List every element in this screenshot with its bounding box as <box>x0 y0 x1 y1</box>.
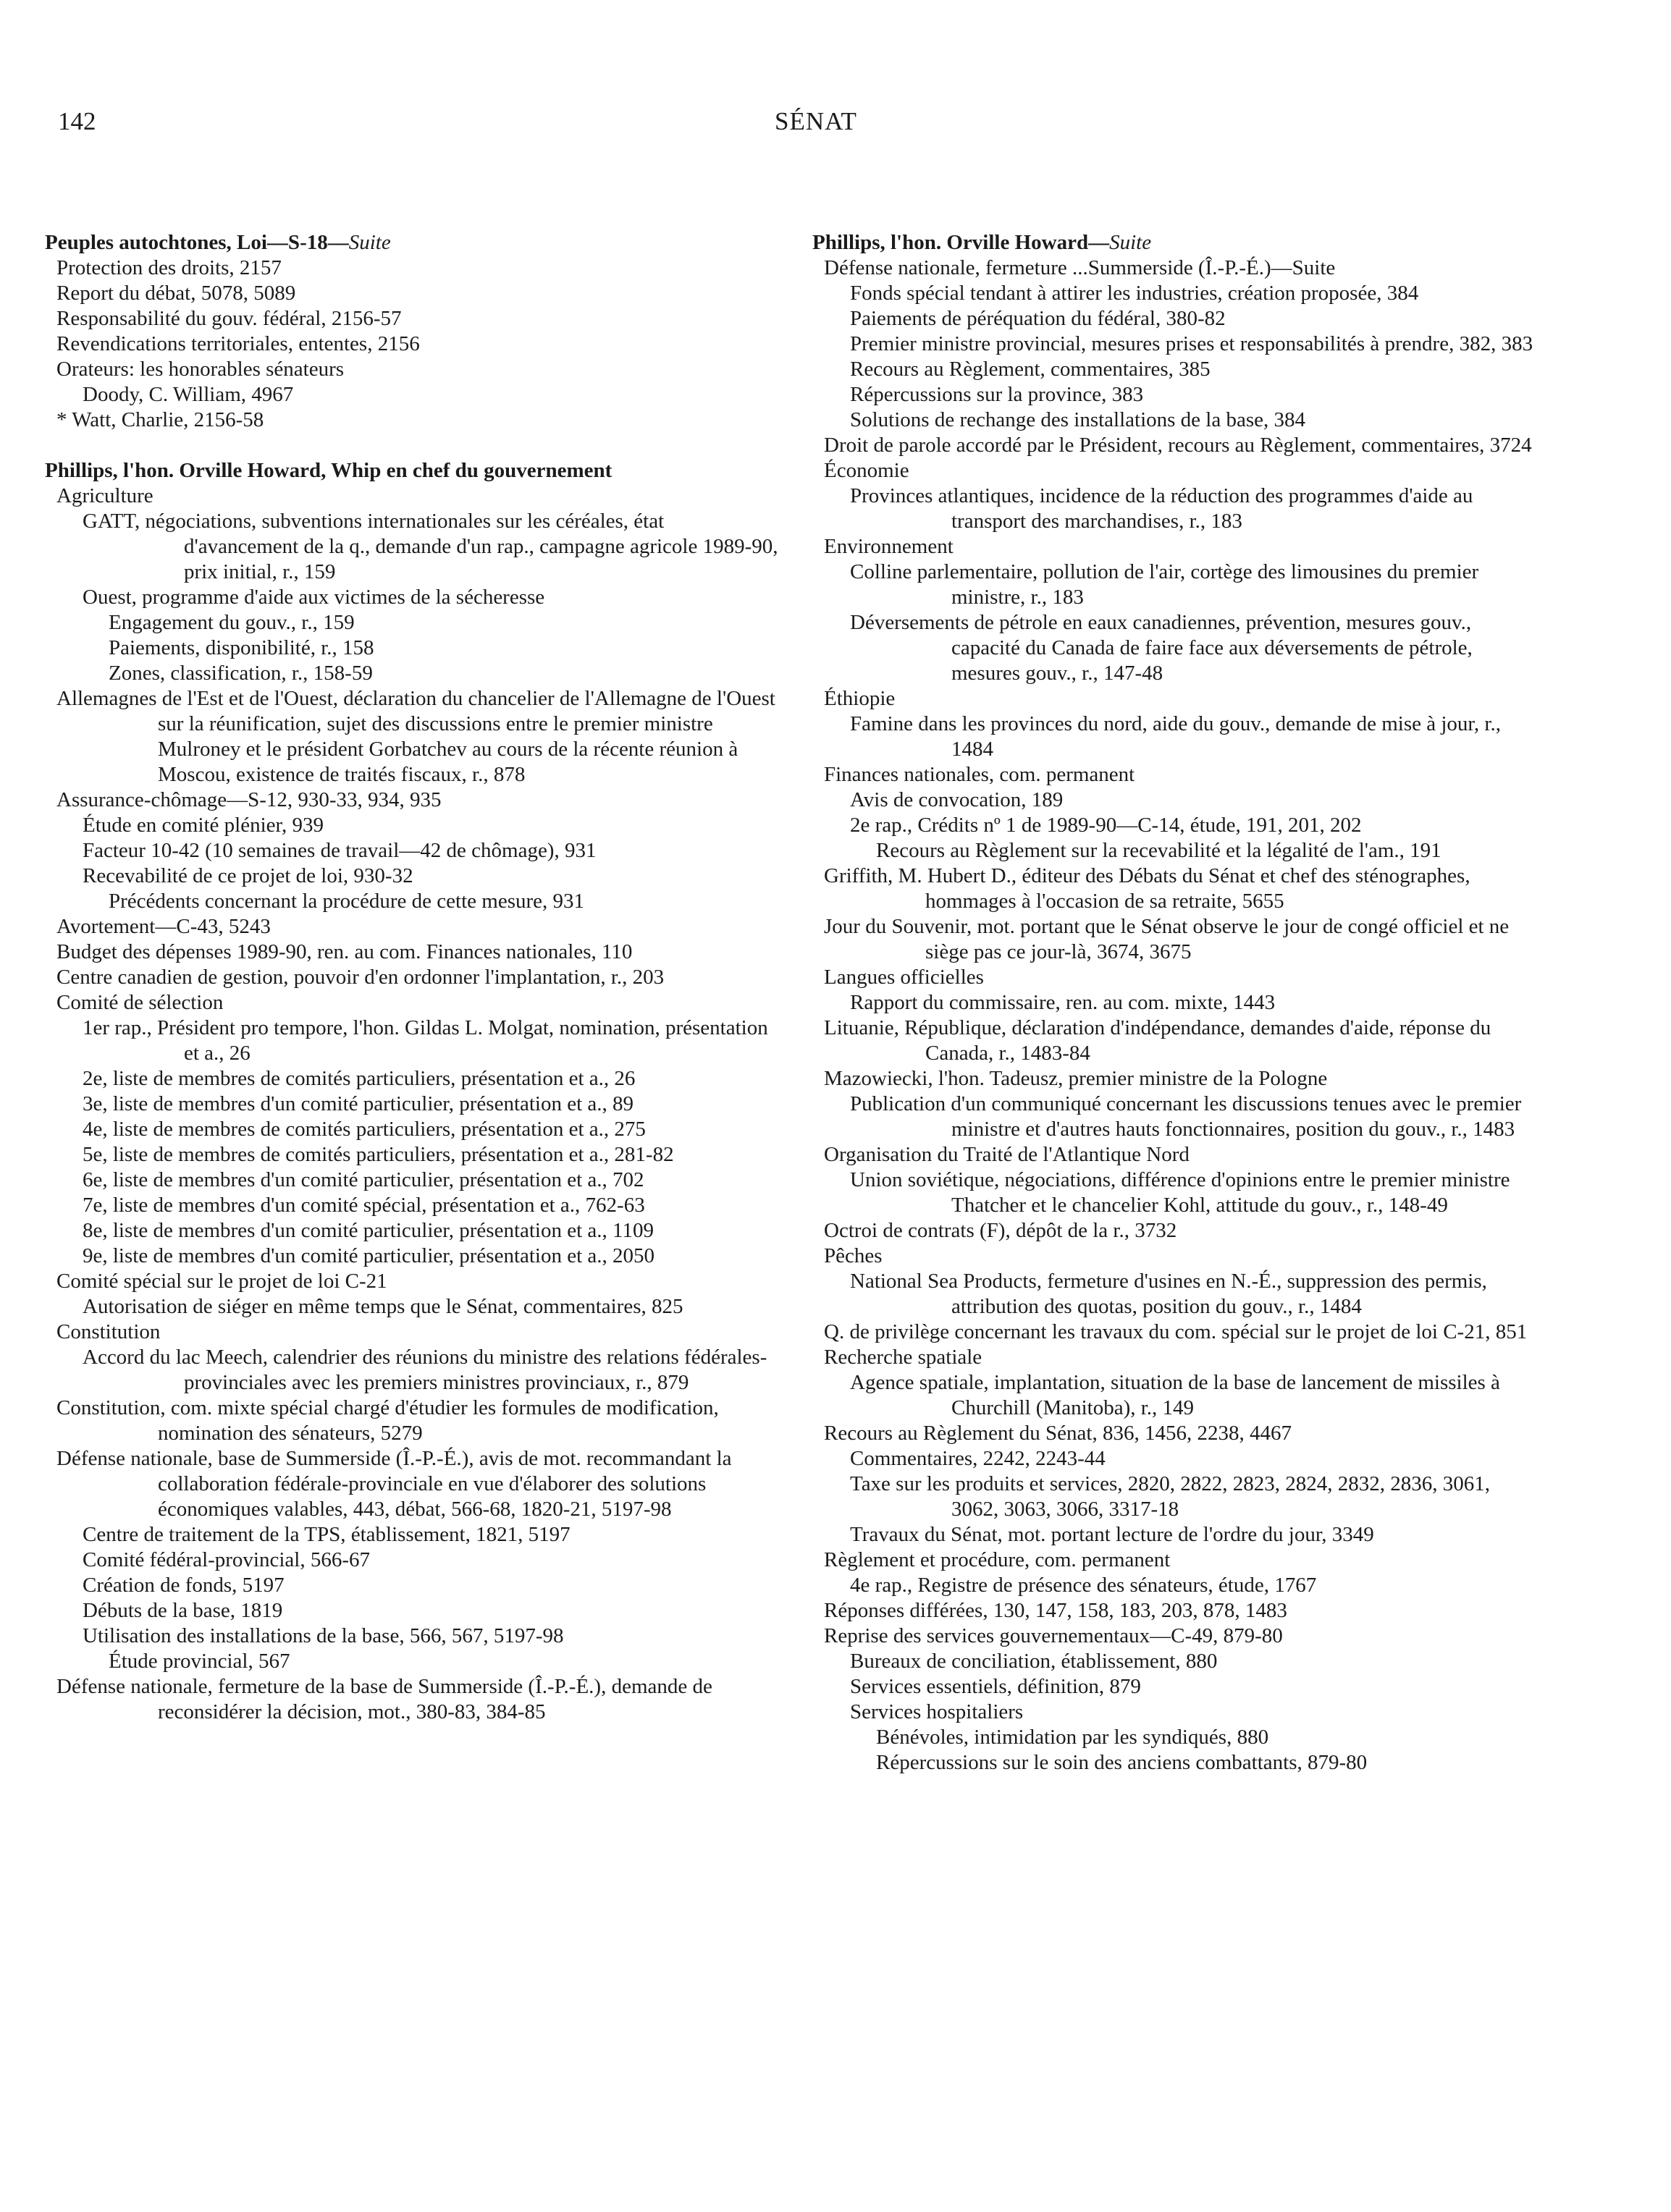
index-entry: Orateurs: les honorables sénateurs <box>56 358 345 381</box>
index-entry: Ouest, programme d'aide aux victimes de la sécheresse <box>83 586 545 609</box>
index-entry: Centre de traitement de la TPS, établissement, 1821, 5197 <box>83 1523 571 1546</box>
index-entry: Union soviétique, négociations, différence d'opinions entre le premier ministre Thatcher et le chancelier Kohl, attitude du gouv., r., 148-49 <box>850 1168 1510 1217</box>
index-entry: Défense nationale, fermeture de la base de Summerside (Î.-P.-É.), demande de reconsidérer la décision, mot., 380-83, 384-85 <box>56 1675 712 1723</box>
index-entry: 7e, liste de membres d'un comité spécial, présentation et a., 762-63 <box>83 1194 645 1217</box>
index-entry: Comité spécial sur le projet de loi C-21 <box>56 1270 387 1293</box>
index-entry: Défense nationale, base de Summerside (Î.-P.-É.), avis de mot. recommandant la collaboration fédérale-provinciale en vue d'élaborer des solutions économiques valables, 443, débat, 566-68, 1820-21, 5197-98 <box>56 1447 732 1521</box>
index-entry: Solutions de rechange des installations de la base, 384 <box>850 408 1305 431</box>
index-entry: Publication d'un communiqué concernant les discussions tenues avec le premier ministre et d'autres hauts fonctionnaires, position du gouv., r., 1483 <box>850 1092 1522 1141</box>
index-entry: Octroi de contrats (F), dépôt de la r., 3732 <box>824 1219 1177 1242</box>
index-entry: Engagement du gouv., r., 159 <box>109 611 355 634</box>
index-heading-suite: Suite <box>348 231 391 254</box>
index-entry: 4e, liste de membres de comités particuliers, présentation et a., 275 <box>83 1118 646 1141</box>
index-entry: Protection des droits, 2157 <box>56 256 282 279</box>
index-entry: Réponses différées, 130, 147, 158, 183, 203, 878, 1483 <box>824 1599 1287 1622</box>
index-entry: Débuts de la base, 1819 <box>83 1599 283 1622</box>
index-entry: Recevabilité de ce projet de loi, 930-32 <box>83 864 413 887</box>
index-entry: Finances nationales, com. permanent <box>824 763 1135 786</box>
index-entry: 5e, liste de membres de comités particuliers, présentation et a., 281-82 <box>83 1143 674 1166</box>
index-entry: Recours au Règlement sur la recevabilité et la légalité de l'am., 191 <box>876 839 1441 862</box>
index-entry: Fonds spécial tendant à attirer les industries, création proposée, 384 <box>850 282 1419 305</box>
index-entry: Déversements de pétrole en eaux canadiennes, prévention, mesures gouv., capacité du Canada de faire face aux déversements de pétrole, mesures gouv., r., 147-48 <box>850 611 1473 685</box>
index-entry: 8e, liste de membres d'un comité particulier, présentation et a., 1109 <box>83 1219 654 1242</box>
index-entry: 2e, liste de membres de comités particuliers, présentation et a., 26 <box>83 1067 636 1090</box>
index-entry: Jour du Souvenir, mot. portant que le Sénat observe le jour de congé officiel et ne siège pas ce jour-là, 3674, 3675 <box>824 915 1510 963</box>
index-entry: * Watt, Charlie, 2156-58 <box>56 408 264 431</box>
index-entry: Q. de privilège concernant les travaux du com. spécial sur le projet de loi C-21, 851 <box>824 1320 1528 1343</box>
index-entry: Constitution <box>56 1320 161 1343</box>
index-entry: Répercussions sur le soin des anciens combattants, 879-80 <box>876 1751 1368 1774</box>
index-entry: Éthiopie <box>824 687 896 710</box>
index-entry: Bénévoles, intimidation par les syndiqués, 880 <box>876 1726 1269 1749</box>
index-entry: Revendications territoriales, ententes, 2156 <box>56 332 420 355</box>
index-entry: Précédents concernant la procédure de cette mesure, 931 <box>109 890 585 913</box>
index-entry: Mazowiecki, l'hon. Tadeusz, premier ministre de la Pologne <box>824 1067 1328 1090</box>
index-entry: Famine dans les provinces du nord, aide du gouv., demande de mise à jour, r., 1484 <box>850 712 1501 761</box>
index-entry: 1er rap., Président pro tempore, l'hon. Gildas L. Molgat, nomination, présentation et a., 26 <box>83 1016 768 1065</box>
index-entry: Utilisation des installations de la base, 566, 567, 5197-98 <box>83 1624 564 1647</box>
index-entry: 2e rap., Crédits nº 1 de 1989-90—C-14, étude, 191, 201, 202 <box>850 814 1362 837</box>
index-entry: Premier ministre provincial, mesures prises et responsabilités à prendre, 382, 383 <box>850 332 1533 355</box>
index-entry: Agriculture <box>56 484 153 507</box>
index-entry: Accord du lac Meech, calendrier des réunions du ministre des relations fédérales-provinciales avec les premiers ministres provinciaux, r., 879 <box>83 1346 767 1394</box>
index-entry: Étude provincial, 567 <box>109 1650 290 1673</box>
index-entry: Recours au Règlement, commentaires, 385 <box>850 358 1211 381</box>
index-entry: Répercussions sur la province, 383 <box>850 383 1144 406</box>
index-entry: Langues officielles <box>824 966 984 989</box>
index-entry: Taxe sur les produits et services, 2820, 2822, 2823, 2824, 2832, 2836, 3061, 3062, 3063, 3066, 3317-18 <box>850 1472 1490 1521</box>
index-entry: Lituanie, République, déclaration d'indépendance, demandes d'aide, réponse du Canada, r., 1483-84 <box>824 1016 1491 1065</box>
index-entry: 4e rap., Registre de présence des sénateurs, étude, 1767 <box>850 1574 1317 1597</box>
index-entry: Services hospitaliers <box>850 1700 1024 1723</box>
index-entry: Économie <box>824 459 909 482</box>
index-block <box>45 230 779 433</box>
index-entry: Comité de sélection <box>56 991 224 1014</box>
index-entry: Doody, C. William, 4967 <box>83 383 294 406</box>
index-entry: Création de fonds, 5197 <box>83 1574 285 1597</box>
index-entry: Griffith, M. Hubert D., éditeur des Débats du Sénat et chef des sténographes, hommages à l'occasion de sa retraite, 5655 <box>824 864 1470 913</box>
index-entry: Report du débat, 5078, 5089 <box>56 282 296 305</box>
index-entry: Colline parlementaire, pollution de l'air, cortège des limousines du premier ministre, r., 183 <box>850 560 1479 609</box>
index-entry: Recherche spatiale <box>824 1346 982 1369</box>
index-block <box>812 230 1541 1776</box>
index-entry: Services essentiels, définition, 879 <box>850 1675 1141 1698</box>
index-entry: Organisation du Traité de l'Atlantique Nord <box>824 1143 1190 1166</box>
index-heading-suite: Suite <box>1109 231 1152 254</box>
index-column-left <box>45 230 779 1750</box>
index-entry: Pêches <box>824 1244 883 1267</box>
index-entry: Recours au Règlement du Sénat, 836, 1456, 2238, 4467 <box>824 1422 1292 1445</box>
index-entry: Règlement et procédure, com. permanent <box>824 1548 1171 1571</box>
index-entry: Zones, classification, r., 158-59 <box>109 662 373 685</box>
index-entry: Agence spatiale, implantation, situation de la base de lancement de missiles à Churchill (Manitoba), r., 149 <box>850 1371 1500 1419</box>
index-entry: 6e, liste de membres d'un comité particulier, présentation et a., 702 <box>83 1168 644 1191</box>
index-heading-text: Phillips, l'hon. Orville Howard, Whip en chef du gouvernement <box>45 459 613 482</box>
index-entry: Constitution, com. mixte spécial chargé d'étudier les formules de modification, nomination des sénateurs, 5279 <box>56 1396 719 1445</box>
index-entry: National Sea Products, fermeture d'usines en N.-É., suppression des permis, attribution des quotas, position du gouv., r., 1484 <box>850 1270 1487 1318</box>
index-entry: Facteur 10-42 (10 semaines de travail—42 de chômage), 931 <box>83 839 597 862</box>
index-entry: 3e, liste de membres d'un comité particulier, présentation et a., 89 <box>83 1092 634 1115</box>
index-entry: GATT, négociations, subventions internationales sur les céréales, état d'avancement de la q., demande d'un rap., campagne agricole 1989-90, prix initial, r., 159 <box>83 510 778 583</box>
index-entry: Commentaires, 2242, 2243-44 <box>850 1447 1106 1470</box>
index-entry: Paiements, disponibilité, r., 158 <box>109 636 374 659</box>
index-heading-text: Peuples autochtones, Loi—S-18— <box>45 231 349 254</box>
index-entry: Paiements de péréquation du fédéral, 380-82 <box>850 307 1226 330</box>
index-entry: Avortement—C-43, 5243 <box>56 915 271 938</box>
index-entry: Centre canadien de gestion, pouvoir d'en ordonner l'implantation, r., 203 <box>56 966 665 989</box>
index-entry: Responsabilité du gouv. fédéral, 2156-57 <box>56 307 402 330</box>
index-entry: Assurance-chômage—S-12, 930-33, 934, 935 <box>56 788 442 811</box>
page-number: 142 <box>58 107 96 135</box>
index-entry: Allemagnes de l'Est et de l'Ouest, déclaration du chancelier de l'Allemagne de l'Ouest sur la réunification, sujet des discussions entre le premier ministre Mulroney et le président Gorbatchev au cours de la récente réunion à Moscou, existence de traités fiscaux, r., 878 <box>56 687 775 786</box>
index-heading <box>45 458 779 484</box>
index-entry: Autorisation de siéger en même temps que le Sénat, commentaires, 825 <box>83 1295 683 1318</box>
index-entry: Avis de convocation, 189 <box>850 788 1064 811</box>
index-heading-text: Phillips, l'hon. Orville Howard— <box>812 231 1110 254</box>
index-entry: Droit de parole accordé par le Président, recours au Règlement, commentaires, 3724 <box>824 434 1532 457</box>
index-entry: Rapport du commissaire, ren. au com. mixte, 1443 <box>850 991 1276 1014</box>
index-entry: Défense nationale, fermeture ...Summerside (Î.-P.-É.)—Suite <box>824 256 1336 279</box>
index-entry: 9e, liste de membres d'un comité particulier, présentation et a., 2050 <box>83 1244 655 1267</box>
index-heading <box>812 230 1541 256</box>
index-entry: Bureaux de conciliation, établissement, 880 <box>850 1650 1218 1673</box>
index-entry: Étude en comité plénier, 939 <box>83 814 324 837</box>
running-title: SÉNAT <box>775 107 857 135</box>
index-entry: Environnement <box>824 535 954 558</box>
index-block <box>45 458 779 1725</box>
index-heading <box>45 230 779 256</box>
index-column-right <box>812 230 1541 1801</box>
index-entry: Reprise des services gouvernementaux—C-49, 879-80 <box>824 1624 1283 1647</box>
index-entry: Travaux du Sénat, mot. portant lecture de l'ordre du jour, 3349 <box>850 1523 1374 1546</box>
index-entry: Budget des dépenses 1989-90, ren. au com. Finances nationales, 110 <box>56 940 633 963</box>
index-entry: Comité fédéral-provincial, 566-67 <box>83 1548 371 1571</box>
index-entry: Provinces atlantiques, incidence de la réduction des programmes d'aide au transport des marchandises, r., 183 <box>850 484 1473 533</box>
